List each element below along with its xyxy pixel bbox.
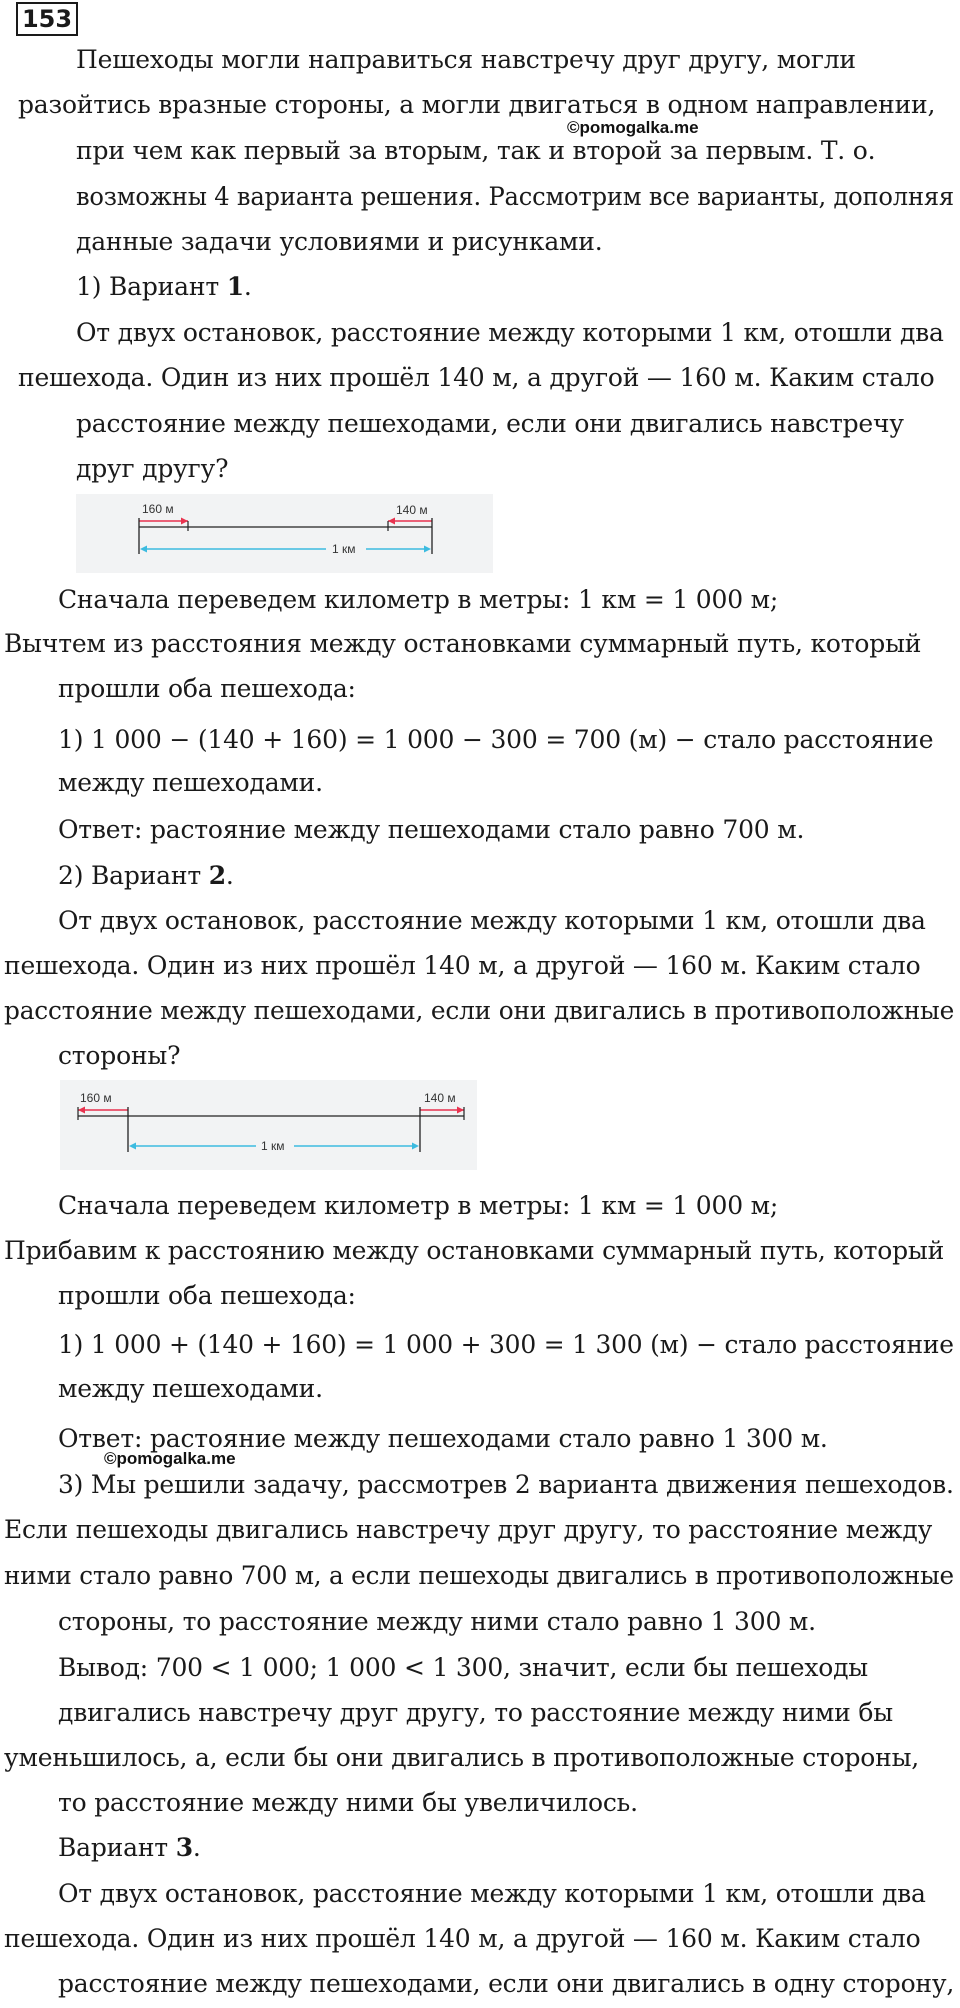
text-line: друг другу? bbox=[76, 454, 229, 483]
text-line: Вычтем из расстояния между остановками суммарный путь, который bbox=[4, 629, 922, 658]
answer-line: Ответ: растояние между пешеходами стало равно 700 м. bbox=[58, 815, 805, 844]
arrowhead bbox=[140, 546, 147, 553]
text-line: 3) Мы решили задачу, рассмотрев 2 варианта движения пешеходов. bbox=[58, 1470, 954, 1499]
arrowhead bbox=[388, 518, 395, 525]
label-140: 140 м bbox=[424, 1091, 456, 1105]
text-line: между пешеходами. bbox=[58, 768, 323, 797]
equation-line: 1) 1 000 + (140 + 160) = 1 000 + 300 = 1 300 (м) − стало расстояние bbox=[58, 1330, 954, 1359]
figure-variant-1 bbox=[76, 494, 493, 573]
text-line: пешехода. Один из них прошёл 140 м, а другой — 160 м. Каким стало bbox=[18, 363, 935, 392]
text-line: при чем как первый за вторым, так и второй за первым. Т. о. bbox=[76, 136, 876, 165]
arrowhead bbox=[129, 1143, 136, 1150]
text-line: Если пешеходы двигались навстречу друг другу, то расстояние между bbox=[4, 1515, 933, 1544]
answer-line: Ответ: растояние между пешеходами стало равно 1 300 м. bbox=[58, 1424, 828, 1453]
label-1km: 1 км bbox=[332, 542, 356, 556]
text-line: ними стало равно 700 м, а если пешеходы двигались в противоположные bbox=[4, 1561, 954, 1590]
text-line: расстояние между пешеходами, если они двигались навстречу bbox=[76, 409, 904, 438]
text-line: то расстояние между ними бы увеличилось. bbox=[58, 1788, 638, 1817]
text-line: пешехода. Один из них прошёл 140 м, а другой — 160 м. Каким стало bbox=[4, 951, 921, 980]
text-line: Вывод: 700 < 1 000; 1 000 < 1 300, значит, если бы пешеходы bbox=[58, 1653, 868, 1682]
arrowhead bbox=[457, 1107, 464, 1114]
text-line: двигались навстречу друг другу, то расстояние между ними бы bbox=[58, 1698, 893, 1727]
text-line: От двух остановок, расстояние между которыми 1 км, отошли два bbox=[58, 1879, 926, 1908]
text-line: стороны, то расстояние между ними стало равно 1 300 м. bbox=[58, 1607, 816, 1636]
equation-line: 1) 1 000 − (140 + 160) = 1 000 − 300 = 700 (м) − стало расстояние bbox=[58, 725, 934, 754]
label-1km: 1 км bbox=[261, 1139, 285, 1153]
text-line: Прибавим к расстоянию между остановками суммарный путь, который bbox=[4, 1236, 945, 1265]
text-line: расстояние между пешеходами, если они двигались в противоположные bbox=[4, 996, 955, 1025]
text-line: Пешеходы могли направиться навстречу друг другу, могли bbox=[76, 45, 856, 74]
figure-variant-2 bbox=[60, 1080, 477, 1170]
label-160: 160 м bbox=[80, 1091, 112, 1105]
arrowhead bbox=[181, 518, 188, 525]
text-line: разойтись вразные стороны, а могли двигаться в одном направлении, bbox=[18, 90, 936, 119]
arrowhead bbox=[78, 1107, 85, 1114]
distance-diagram-2 bbox=[60, 1080, 477, 1170]
arrowhead bbox=[424, 546, 431, 553]
text-line: расстояние между пешеходами, если они двигались в одну сторону, bbox=[58, 1969, 955, 1998]
text-line: уменьшилось, а, если бы они двигались в противоположные стороны, bbox=[4, 1743, 920, 1772]
text-line: прошли оба пешехода: bbox=[58, 674, 356, 703]
text-line: Сначала переведем километр в метры: 1 км = 1 000 м; bbox=[58, 585, 779, 614]
text-line: стороны? bbox=[58, 1041, 181, 1070]
watermark: ©pomogalka.me bbox=[104, 1449, 236, 1468]
text-line: пешехода. Один из них прошёл 140 м, а другой — 160 м. Каким стало bbox=[4, 1924, 921, 1953]
variant-heading: 2) Вариант 2. bbox=[58, 861, 234, 890]
distance-diagram-1 bbox=[76, 494, 493, 573]
text-line: От двух остановок, расстояние между которыми 1 км, отошли два bbox=[76, 318, 944, 347]
watermark: ©pomogalka.me bbox=[567, 118, 699, 137]
variant-heading: Вариант 3. bbox=[58, 1833, 201, 1862]
text-line: между пешеходами. bbox=[58, 1374, 323, 1403]
problem-number: 153 bbox=[16, 2, 78, 36]
arrowhead bbox=[412, 1143, 419, 1150]
text-line: возможны 4 варианта решения. Рассмотрим все варианты, дополняя bbox=[76, 182, 954, 211]
variant-heading: 1) Вариант 1. bbox=[76, 272, 252, 301]
text-line: Сначала переведем километр в метры: 1 км = 1 000 м; bbox=[58, 1191, 779, 1220]
text-line: данные задачи условиями и рисунками. bbox=[76, 227, 603, 256]
text-line: прошли оба пешехода: bbox=[58, 1281, 356, 1310]
label-160: 160 м bbox=[142, 502, 174, 516]
text-line: От двух остановок, расстояние между которыми 1 км, отошли два bbox=[58, 906, 926, 935]
label-140: 140 м bbox=[396, 503, 428, 517]
